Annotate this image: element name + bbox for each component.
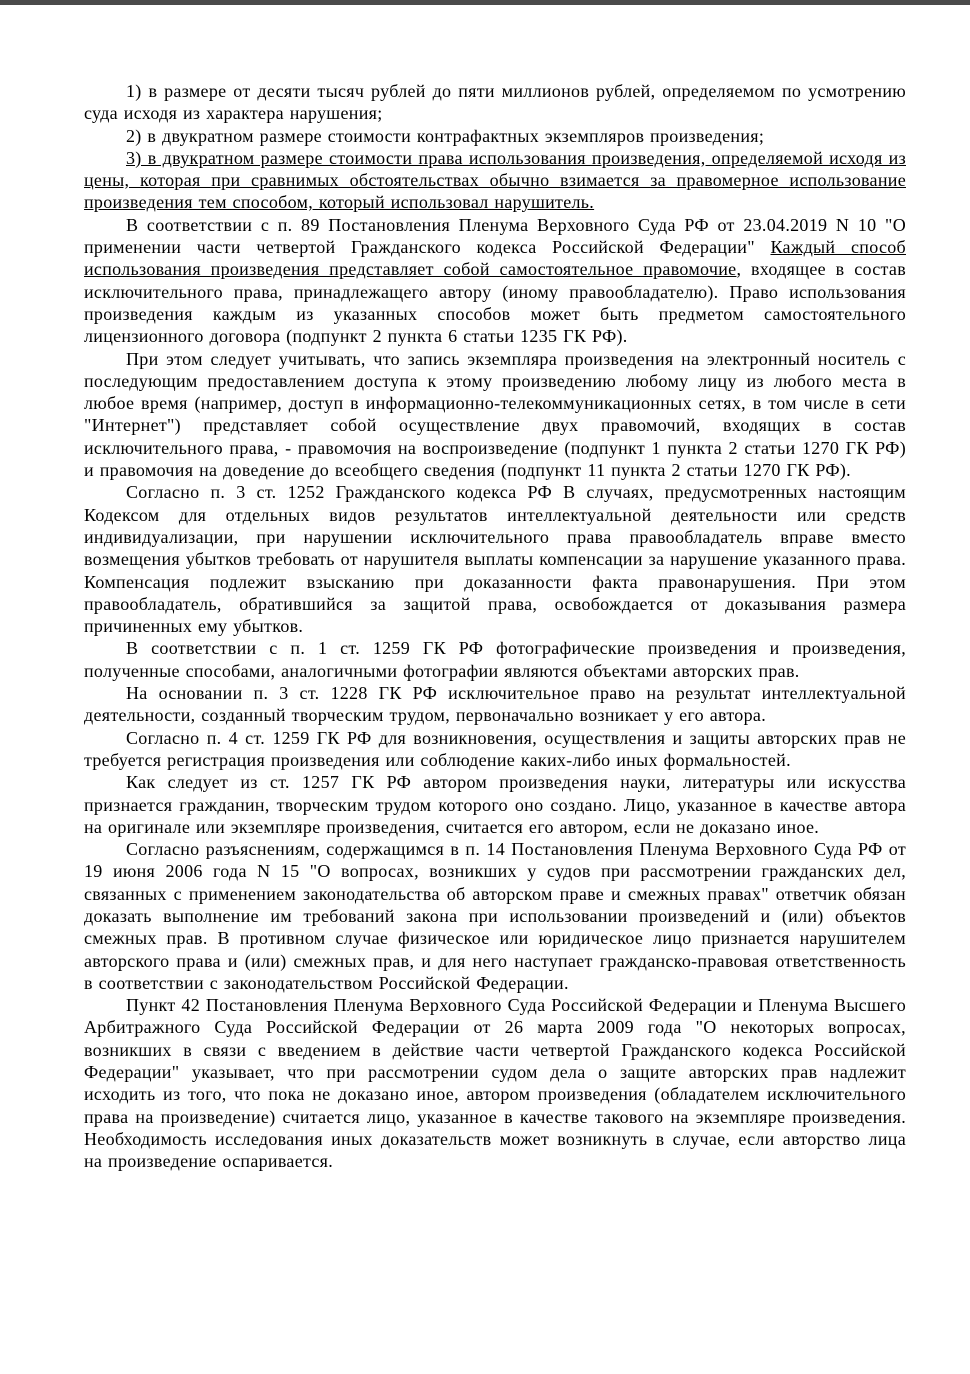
underlined-text-segment: 3) в двукратном размере стоимости права использования произведения, определяемой исходя из цены, которая при сравнимых обстоятельствах обычно взимается за правомерное использование произведения тем способом, который использовал нарушитель. (84, 147, 906, 213)
text-segment: Согласно разъяснениям, содержащимся в п. 14 Постановления Пленума Верховного Суда РФ от 19 июня 2006 года N 15 "О вопросах, возникших у судов при рассмотрении гражданских дел, связанных с применением законодательства об авторском праве и смежных правах" ответчик обязан доказать выполнение им требований закона при использовании произведений и (или) объектов смежных прав. В противном случае физическое или юридическое лицо признается нарушителем авторского права и (или) смежных прав, и для него наступает гражданско-правовая ответственность в соответствии с законодательством Российской Федерации. (84, 839, 906, 993)
paragraph (84, 838, 906, 994)
text-segment: 2) в двукратном размере стоимости контрафактных экземпляров произведения; (126, 125, 765, 146)
text-segment: В соответствии с п. 1 ст. 1259 ГК РФ фотографические произведения и произведения, полученные способами, аналогичными фотографии являются объектами авторских прав. (84, 638, 906, 681)
scan-border-top (0, 0, 970, 5)
text-segment: Пункт 42 Постановления Пленума Верховного Суда Российской Федерации и Пленума Высшего Арбитражного Суда Российской Федерации от 26 марта 2009 года "О некоторых вопросах, возникших в связи с введением в действие части четвертой Гражданского кодекса Российской Федерации" указывает, что при рассмотрении судом дела о защите авторских прав надлежит исходить из того, что пока не доказано иное, автором произведения (обладателем исключительного права на произведение) считается лицо, указанное в качестве такового на экземпляре произведения. Необходимость исследования иных доказательств может возникнуть в случае, если авторство лица на произведение оспаривается. (84, 995, 906, 1172)
paragraph (84, 125, 906, 147)
paragraph (84, 637, 906, 682)
text-segment: Согласно п. 3 ст. 1252 Гражданского кодекса РФ В случаях, предусмотренных настоящим Кодексом для отдельных видов результатов интеллектуальной деятельности или средств индивидуализации, при нарушении исключительного права правообладатель вправе вместо возмещения убытков требовать от нарушителя выплаты компенсации за нарушение указанного права. Компенсация подлежит взысканию при доказанности факта правонарушения. При этом правообладатель, обратившийся за защитой права, освобождается от доказывания размера причиненных ему убытков. (84, 482, 906, 637)
text-segment: Согласно п. 4 ст. 1259 ГК РФ для возникновения, осуществления и защиты авторских прав не требуется регистрация произведения или соблюдение каких-либо иных формальностей. (84, 727, 906, 770)
paragraph (84, 147, 906, 214)
document-body (84, 80, 906, 1173)
text-segment: В соответствии с п. 89 Постановления Пленума Верховного Суда РФ от 23.04.2019 N 10 "О применении части четвертой Гражданского кодекса Российской Федерации" (84, 214, 906, 258)
paragraph (84, 348, 906, 482)
paragraph (84, 481, 906, 637)
text-segment: , входящее в состав исключительного права, принадлежащего автору (иному правообладателю). Право использования произведения каждым из указанных способов может быть предметом самостоятельного лицензионного договора (подпункт 2 пункта 6 статьи 1235 ГК РФ). (84, 259, 906, 347)
paragraph (84, 80, 906, 125)
paragraph (84, 682, 906, 727)
paragraph (84, 994, 906, 1172)
text-segment: Как следует из ст. 1257 ГК РФ автором произведения науки, литературы или искусства признается гражданин, творческим трудом которого оно создано. Лицо, указанное в качестве автора на оригинале или экземпляре произведения, считается его автором, если не доказано иное. (84, 772, 906, 837)
paragraph (84, 771, 906, 838)
text-segment: На основании п. 3 ст. 1228 ГК РФ исключительное право на результат интеллектуальной деятельности, созданный творческим трудом, первоначально возникает у его автора. (84, 683, 906, 726)
paragraph (84, 214, 906, 348)
text-segment: 1) в размере от десяти тысяч рублей до пяти миллионов рублей, определяемом по усмотрению суда исходя из характера нарушения; (84, 81, 906, 124)
paragraph (84, 727, 906, 772)
text-segment: При этом следует учитывать, что запись экземпляра произведения на электронный носитель с последующим предоставлением доступа к этому произведению любому лицу из любого места в любое время (например, доступ в информационно-телекоммуникационных сетях, в том числе в сети "Интернет") представляет собой осуществление двух правомочий, входящих в состав исключительного права, - правомочия на воспроизведение (подпункт 1 пункта 2 статьи 1270 ГК РФ) и правомочия на доведение до всеобщего сведения (подпункт 11 пункта 2 статьи 1270 ГК РФ). (84, 348, 906, 481)
underlined-text-segment: Каждый способ использования произведения представляет собой самостоятельное правомочие (84, 237, 906, 280)
